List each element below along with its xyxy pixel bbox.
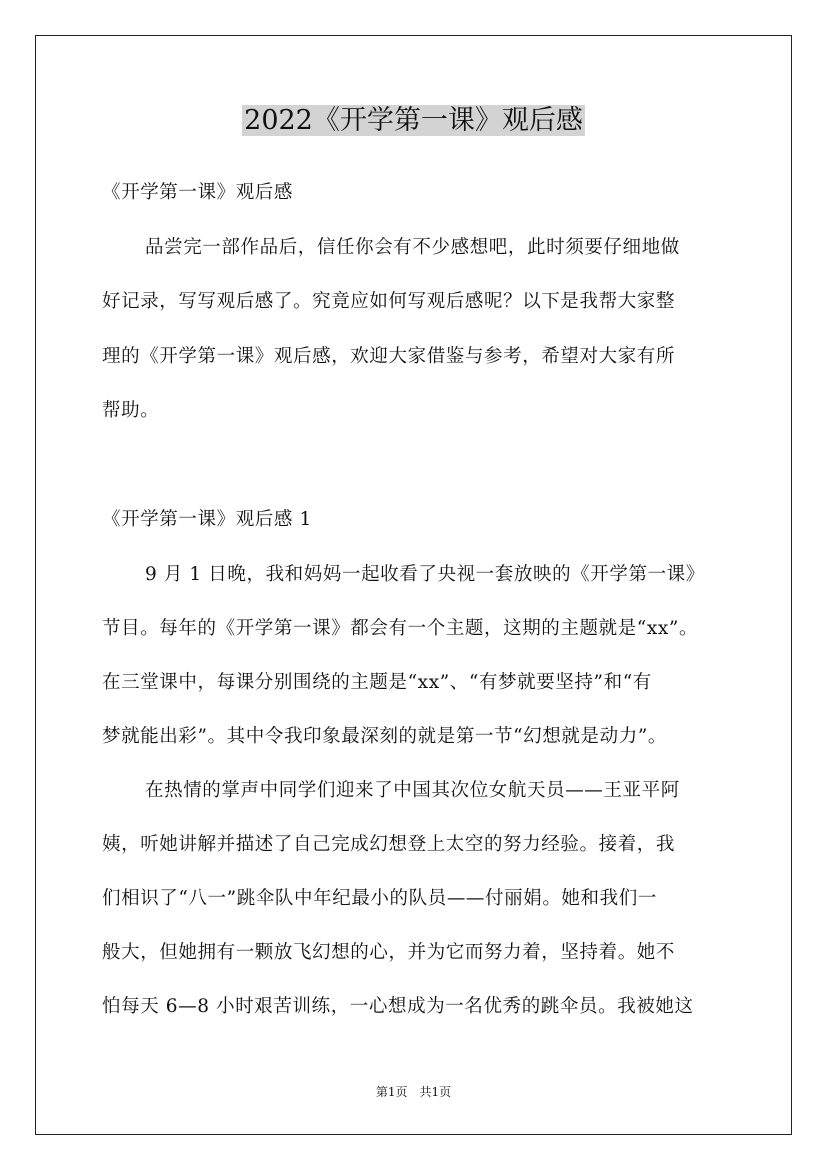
paragraph-line: 帮助。 xyxy=(102,400,160,421)
document-title xyxy=(0,103,827,139)
page-footer xyxy=(0,1084,827,1100)
paragraph-line: 好记录，写写观后感了。究竟应如何写观后感呢？以下是我帮大家整 xyxy=(102,291,676,312)
document-title-text: 2022《开学第一课》观后感 xyxy=(244,105,583,136)
section-heading: 《开学第一课》观后感 1 xyxy=(102,509,312,530)
paragraph-line: 梦就能出彩”。其中令我印象最深刻的就是第一节“幻想就是动力”。 xyxy=(102,726,667,747)
paragraph-line: 般大，但她拥有一颗放飞幻想的心，并为它而努力着，坚持着。她不 xyxy=(102,942,676,963)
paragraph-line: 怕每天 6—8 小时艰苦训练，一心想成为一名优秀的跳伞员。我被她这 xyxy=(102,996,694,1017)
page-number: 第1页 共1页 xyxy=(375,1085,452,1099)
section-heading: 《开学第一课》观后感 xyxy=(102,182,294,203)
paragraph-line: 节目。每年的《开学第一课》都会有一个主题，这期的主题就是“xx”。 xyxy=(102,618,699,639)
paragraph-line: 姨，听她讲解并描述了自己完成幻想登上太空的努力经验。接着，我 xyxy=(102,834,676,855)
paragraph-line: 9 月 1 日晚，我和妈妈一起收看了央视一套放映的《开学第一课》 xyxy=(145,564,705,585)
paragraph-line: 在热情的掌声中同学们迎来了中国其次位女航天员——王亚平阿 xyxy=(145,780,680,801)
paragraph-line: 在三堂课中，每课分别围绕的主题是“xx”、“有梦就要坚持”和“有 xyxy=(102,672,652,693)
paragraph-line: 品尝完一部作品后，信任你会有不少感想吧，此时须要仔细地做 xyxy=(145,237,680,258)
paragraph-line: 们相识了“八一”跳伞队中年纪最小的队员——付丽娟。她和我们一 xyxy=(102,888,657,909)
paragraph-line: 理的《开学第一课》观后感，欢迎大家借鉴与参考，希望对大家有所 xyxy=(102,346,676,367)
